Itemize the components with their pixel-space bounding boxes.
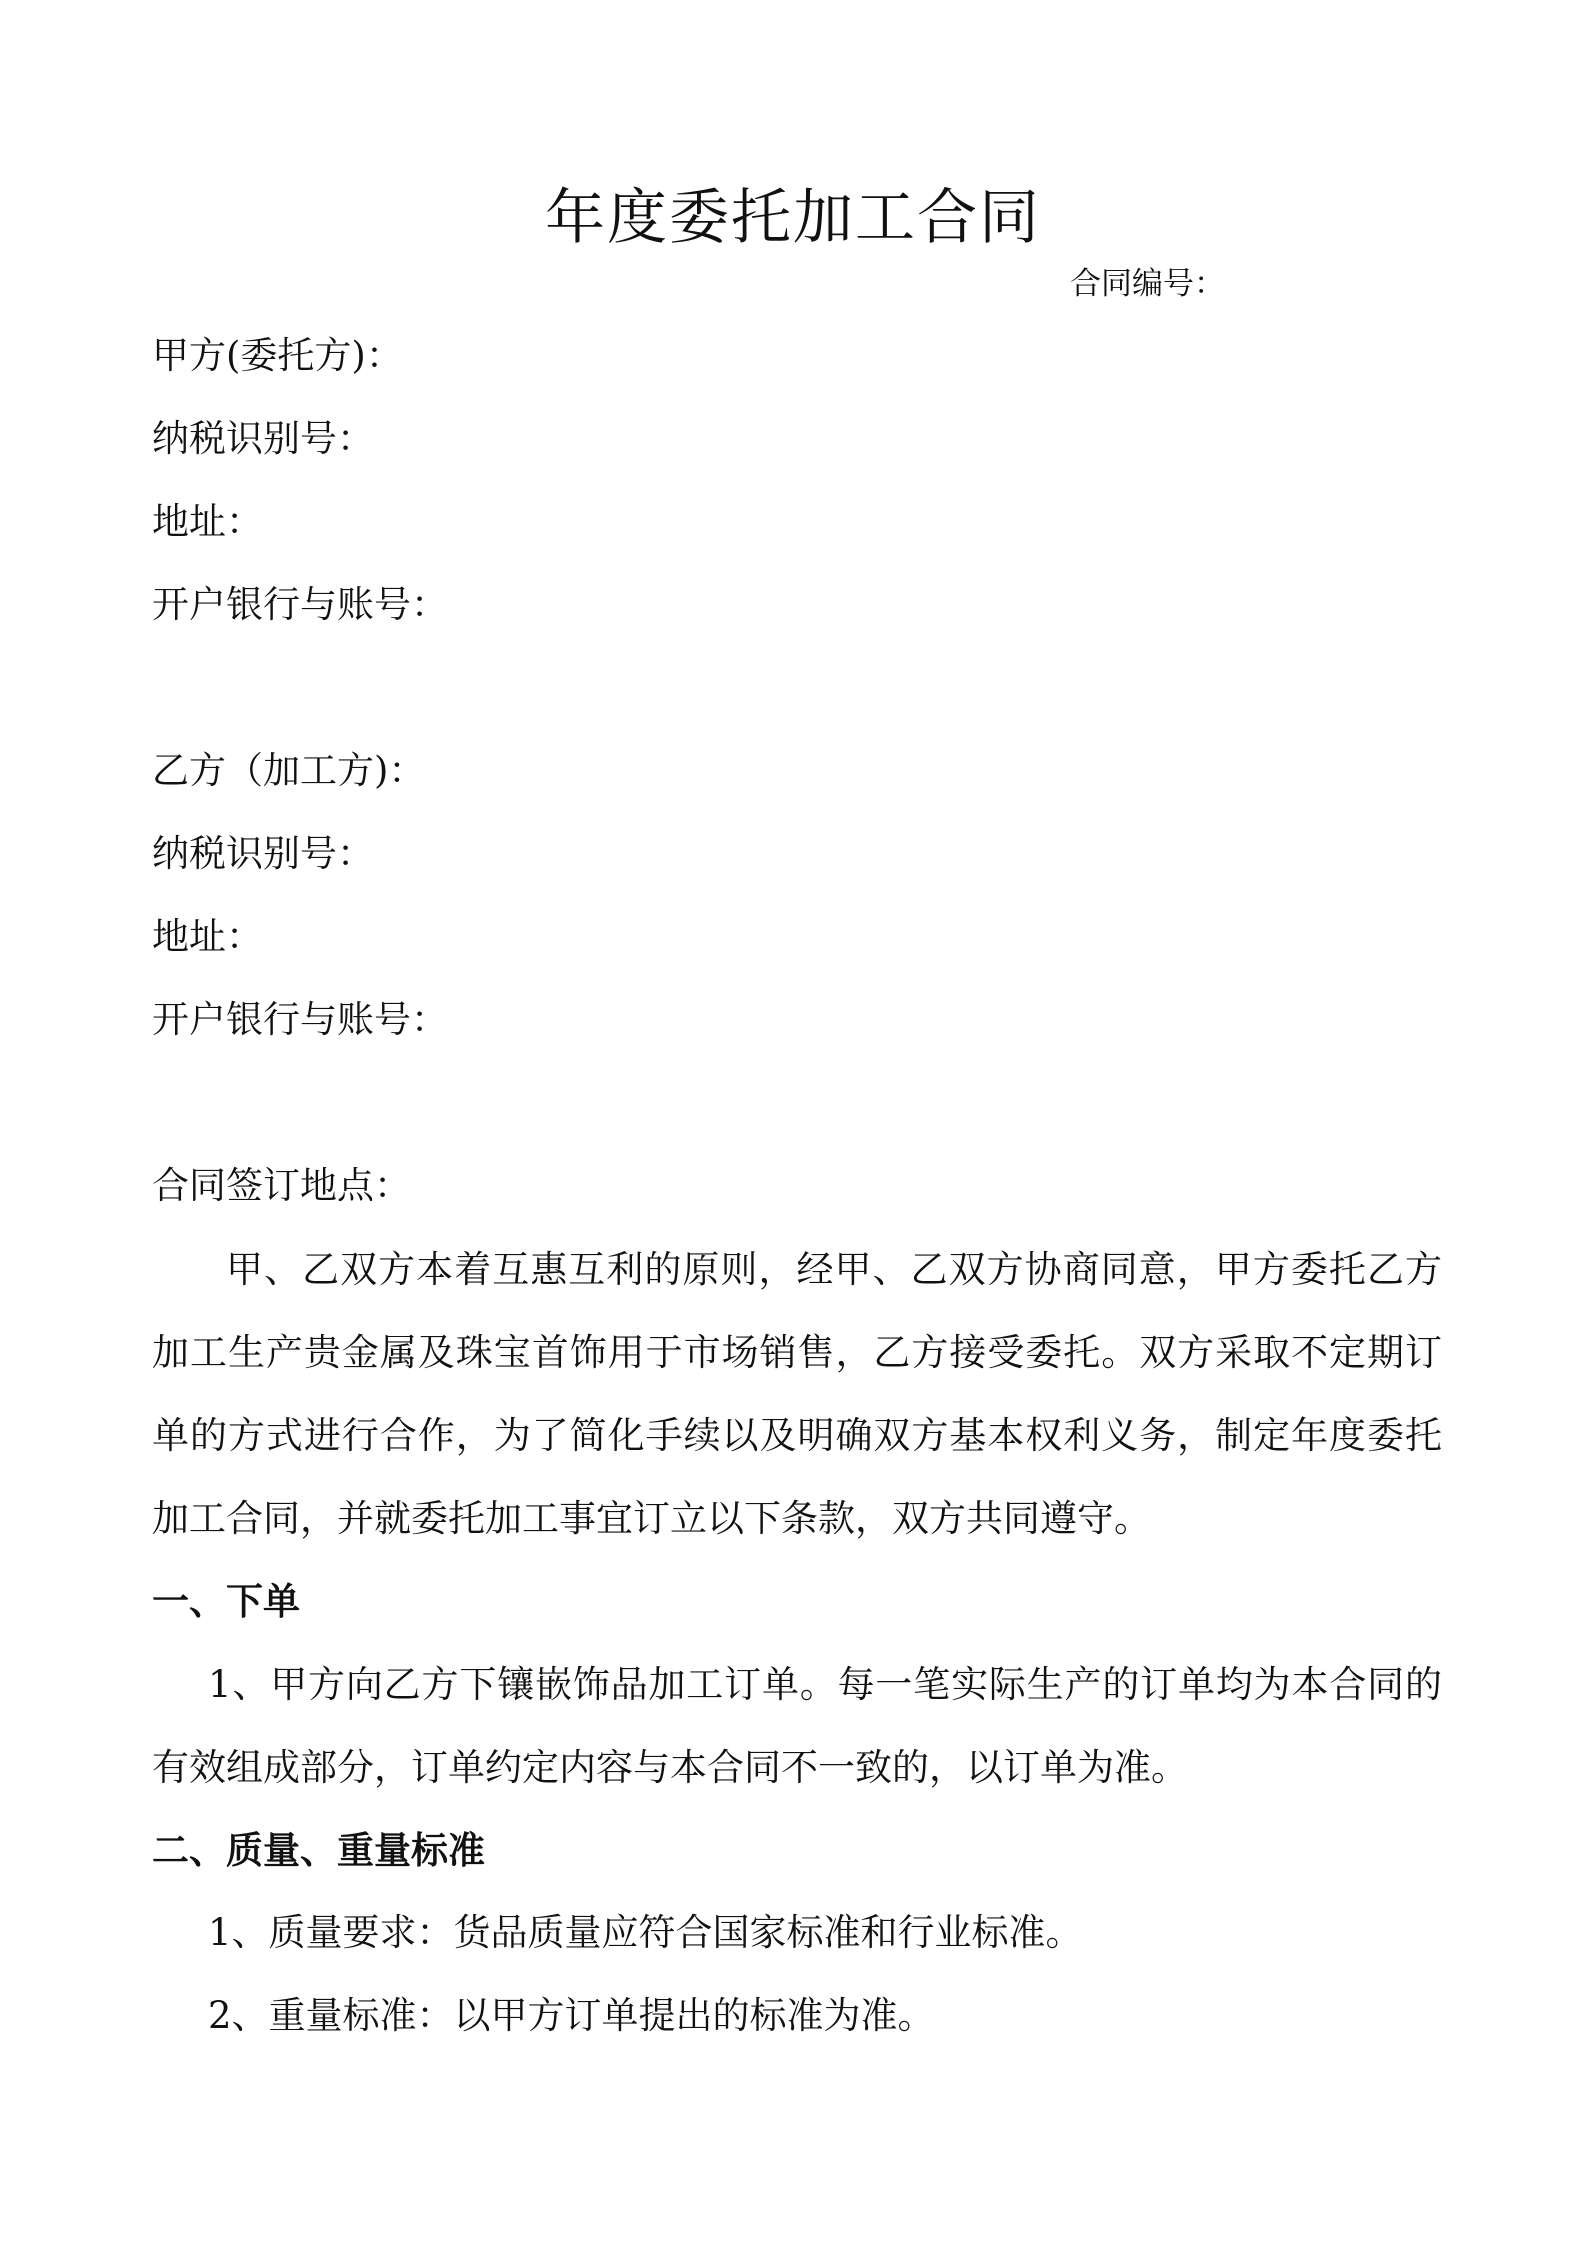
intro-paragraph: 甲、乙双方本着互惠互利的原则，经甲、乙双方协商同意，甲方委托乙方加工生产贵金属及珠宝首饰用于市场销售，乙方接受委托。双方采取不定期订单的方式进行合作，为了简化手续以及明确双方基本权利义务，制定年度委托加工合同，并就委托加工事宜订立以下条款，双方共同遵守。 [152, 1248, 1442, 1540]
party-a-address-label: 地址： [152, 500, 263, 543]
signing-place-label: 合同签订地点： [152, 1164, 411, 1207]
section-2-clause-1: 1、质量要求：货品质量应符合国家标准和行业标准。 [208, 1911, 1083, 1954]
party-b-name-label: 乙方（加工方)： [152, 749, 426, 792]
party-a-tax-id-label: 纳税识别号： [152, 417, 374, 460]
section-2-clause-2: 2、重量标准：以甲方订单提出的标准为准。 [208, 1994, 935, 2037]
party-b-bank-label: 开户银行与账号： [152, 998, 448, 1041]
section-1-clause-1: 1、甲方向乙方下镶嵌饰品加工订单。每一笔实际生产的订单均为本合同的有效组成部分，订单约定内容与本合同不一致的，以订单为准。 [152, 1663, 1442, 1789]
party-b-address-label: 地址： [152, 915, 263, 958]
contract-number-label: 合同编号： [1070, 266, 1225, 302]
section-1-heading: 一、下单 [152, 1579, 300, 1623]
party-a-bank-label: 开户银行与账号： [152, 583, 448, 626]
party-a-name-label: 甲方(委托方)： [152, 334, 403, 377]
document-title: 年度委托加工合同 [545, 183, 1041, 253]
party-b-tax-id-label: 纳税识别号： [152, 832, 374, 875]
section-2-heading: 二、质量、重量标准 [152, 1828, 485, 1872]
